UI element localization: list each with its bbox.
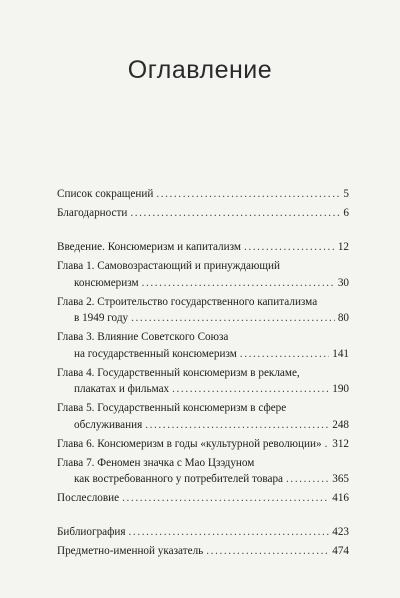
toc-entry-line [57,400,349,417]
toc-entry-line [57,329,349,346]
toc-entry [57,258,349,291]
toc-group-main [57,239,349,507]
toc-entry-line [57,436,349,453]
toc-page-number: 474 [332,545,349,557]
toc-entry-line [57,524,349,541]
dot-leader [145,417,329,434]
table-of-contents [57,186,349,562]
toc-group-back [57,524,349,560]
toc-entry-line [57,346,349,363]
toc-entry-text: как востребованного у потребителей товара [74,473,284,485]
toc-entry-text: Глава 1. Самовозрастающий и принуждающий [57,260,280,272]
dot-leader [131,310,335,327]
toc-entry [57,239,349,256]
toc-entry-line [57,490,349,507]
dot-leader [286,471,329,488]
toc-entry-text: Введение. Консюмеризм и капитализм [57,241,241,253]
toc-entry [57,524,349,541]
toc-entry-line [57,205,349,222]
toc-entry-line [57,455,349,472]
toc-entry [57,543,349,560]
toc-entry-text: обслуживания [74,418,143,431]
dot-leader [244,239,335,256]
toc-entry-text: Глава 2. Строительство государственного капитализма [57,295,318,308]
toc-entry [57,436,349,453]
toc-page-number: 365 [332,473,349,485]
dot-leader [122,490,329,507]
toc-entry-line [57,471,349,488]
toc-entry [57,294,349,327]
toc-page-number: 312 [332,437,349,450]
toc-entry [57,205,349,222]
toc-entry [57,365,349,398]
toc-entry [57,455,349,488]
toc-entry-line [57,381,349,398]
toc-entry-text: Послесловие [57,492,120,504]
toc-page-number: 190 [332,383,349,395]
dot-leader [240,346,329,363]
toc-entry-text: Список сокращений [57,188,154,200]
toc-page-number: 416 [332,492,349,504]
toc-entry [57,400,349,433]
toc-entry-line [57,417,349,434]
toc-entry-line [57,239,349,256]
toc-page-number: 30 [337,276,349,289]
toc-entry-line [57,294,349,311]
toc-page-number: 248 [332,418,349,431]
toc-entry-line [57,275,349,292]
dot-leader [172,381,329,398]
toc-page-number: 6 [343,207,349,219]
toc-entry-line [57,258,349,275]
toc-entry [57,186,349,203]
dot-leader [142,275,335,292]
toc-entry-line [57,310,349,327]
toc-entry-text: в 1949 году [74,312,129,324]
toc-entry-line [57,543,349,560]
toc-page-number: 5 [343,188,349,200]
toc-entry-text: Библиография [57,526,126,538]
dot-leader [156,186,340,203]
toc-entry-text: консюмеризм [74,276,139,289]
toc-group-front [57,186,349,222]
toc-page-number: 423 [332,526,349,538]
toc-page-number: 80 [337,312,349,324]
toc-entry-text: плакатах и фильмах [74,383,170,395]
toc-entry-line [57,186,349,203]
page-title: Оглавление [127,56,273,84]
toc-entry-text: на государственный консюмеризм [74,347,237,360]
dot-leader [206,543,329,560]
toc-entry-line [57,365,349,382]
toc-entry-text: Глава 5. Государственный консюмеризм в сфере [57,402,287,414]
toc-entry [57,490,349,507]
toc-entry [57,329,349,362]
dot-leader [129,524,330,541]
toc-page-number: 12 [337,241,349,253]
dot-leader [130,205,340,222]
toc-entry-text: Глава 3. Влияние Советского Союза [57,331,229,343]
toc-entry-text: Глава 4. Государственный консюмеризм в рекламе, [57,366,300,379]
toc-entry-text: Благодарности [57,207,128,219]
toc-entry-text: Предметно-именной указатель [57,545,204,557]
toc-entry-text: Глава 6. Консюмеризм в годы «культурной революции» [57,437,322,450]
dot-leader [325,436,330,453]
toc-entry-text: Глава 7. Феномен значка с Мао Цзэдуном [57,456,255,469]
toc-page-number: 141 [332,347,349,360]
